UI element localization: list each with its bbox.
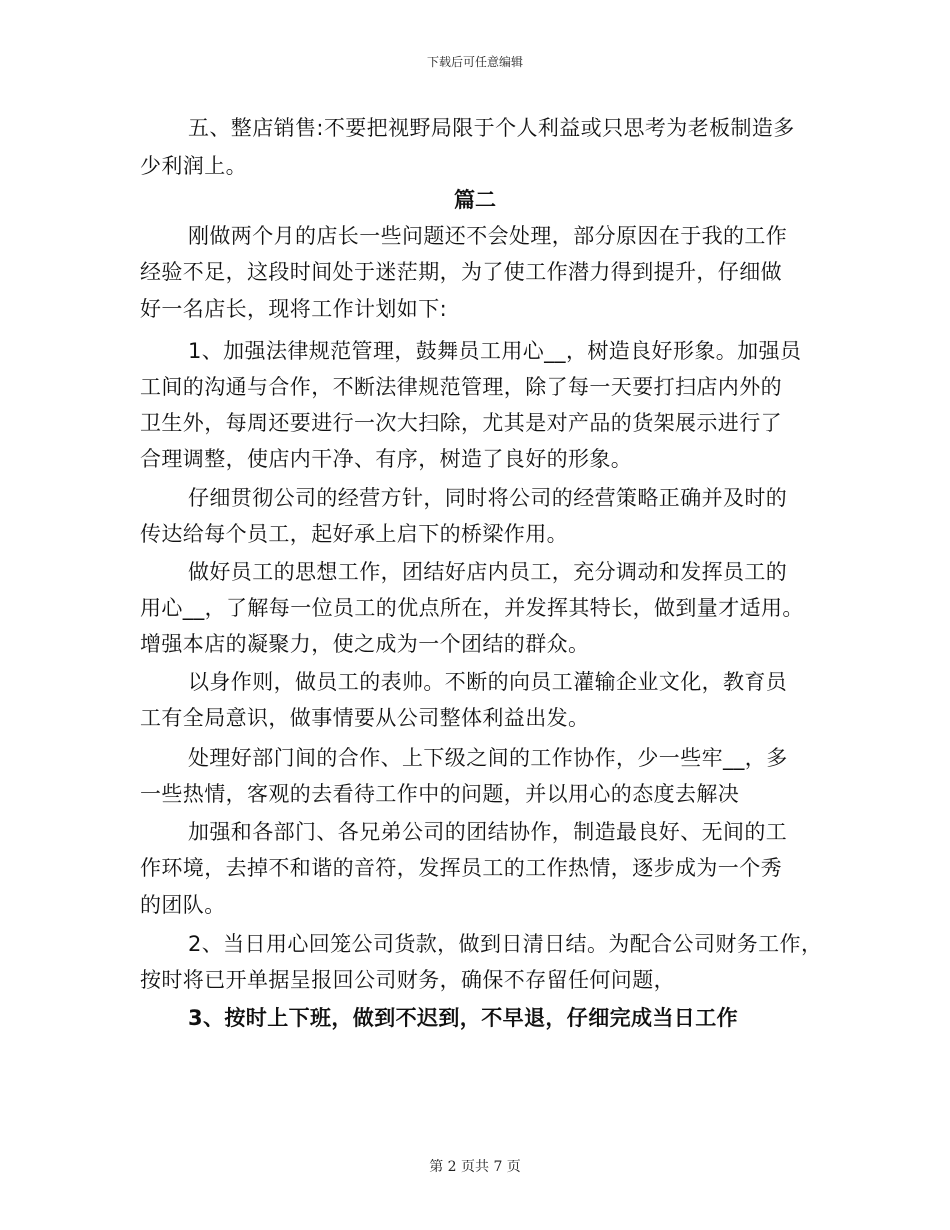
paragraph-line: 工间的沟通与合作，不断法律规范管理，除了每一天要打扫店内外的 [140, 375, 782, 399]
paragraph-line: 仔细贯彻公司的经营方针，同时将公司的经营策略正确并及时的 [188, 486, 788, 510]
paragraph-line: 作环境，去掉不和谐的音符，发挥员工的工作热情，逐步成为一个秀 [140, 856, 782, 880]
paragraph-line: 卫生外，每周还要进行一次大扫除，尤其是对产品的货架展示进行了 [140, 411, 782, 435]
paragraph-line: 一些热情，客观的去看待工作中的问题，并以用心的态度去解决 [140, 782, 740, 806]
paragraph-line: 加强和各部门、各兄弟公司的团结协作，制造最良好、无间的工 [188, 820, 788, 844]
paragraph-line: 增强本店的凝聚力，使之成为一个团结的群众。 [140, 632, 590, 656]
section-title: 篇二 [454, 188, 496, 212]
paragraph-line: 的团队。 [140, 893, 226, 917]
paragraph-line: 合理调整，使店内干净、有序，树造了良好的形象。 [140, 447, 633, 471]
paragraph-line: 工有全局意识，做事情要从公司整体利益出发。 [140, 706, 590, 730]
paragraph-line: 3、按时上下班，做到不迟到，不早退，仔细完成当日工作 [188, 1006, 739, 1030]
paragraph-line: 好一名店长，现将工作计划如下: [140, 297, 448, 321]
paragraph-line: 按时将已开单据呈报回公司财务，确保不存留任何问题， [140, 968, 675, 992]
paragraph-line: 五、整店销售:不要把视野局限于个人利益或只思考为老板制造多 [188, 116, 795, 140]
page-footer: 第 2 页共 7 页 [429, 1159, 521, 1175]
paragraph-line: 1、加强法律规范管理，鼓舞员工用心__，树造良好形象。加强员 [188, 339, 802, 363]
paragraph-line: 以身作则，做员工的表帅。不断的向员工灌输企业文化，教育员 [188, 670, 788, 694]
page-header: 下载后可任意编辑 [426, 55, 523, 69]
paragraph-line: 做好员工的思想工作，团结好店内员工，充分调动和发挥员工的 [188, 560, 788, 584]
paragraph-line: 2、当日用心回笼公司货款，做到日清日结。为配合公司财务工作， [188, 932, 823, 956]
paragraph-line: 处理好部门间的合作、上下级之间的工作协作，少一些牢__，多 [188, 746, 788, 770]
paragraph-line: 刚做两个月的店长一些问题还不会处理，部分原因在于我的工作 [188, 224, 788, 248]
paragraph-line: 传达给每个员工，起好承上启下的桥梁作用。 [140, 522, 568, 546]
paragraph-line: 少利润上。 [140, 154, 247, 178]
paragraph-line: 用心__，了解每一位员工的优点所在，并发挥其特长，做到量才适用。 [140, 596, 804, 620]
paragraph-line: 经验不足，这段时间处于迷茫期，为了使工作潜力得到提升，仔细做 [140, 260, 782, 284]
